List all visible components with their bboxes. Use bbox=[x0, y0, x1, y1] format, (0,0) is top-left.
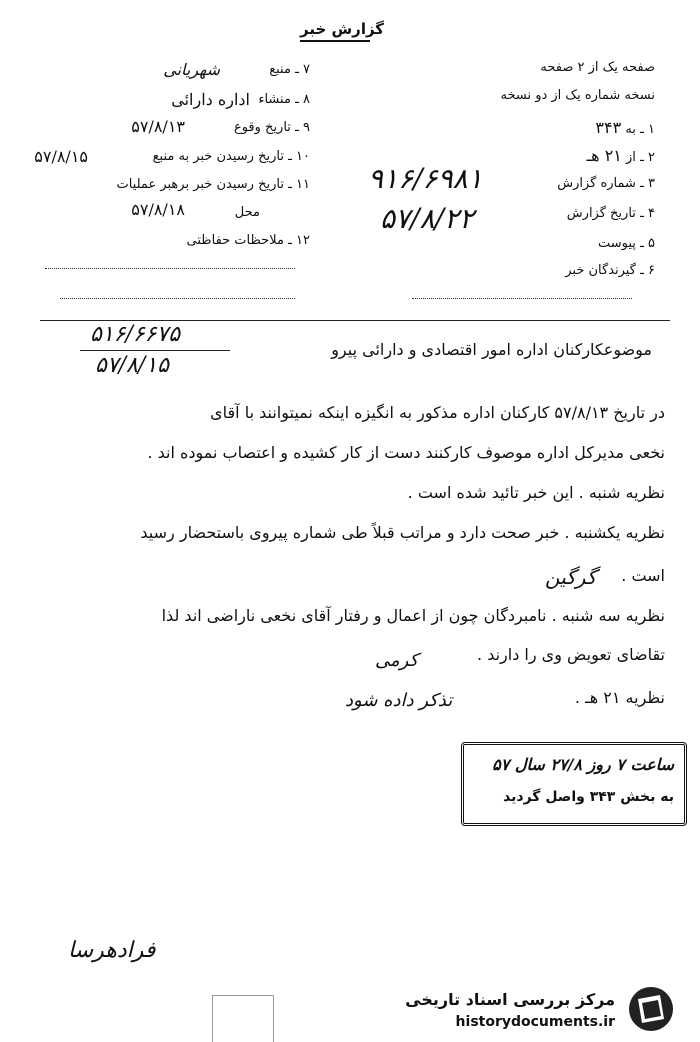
reference-date: ۵۷/۸/۱۵ bbox=[95, 353, 169, 378]
body-line: نخعی مدیرکل اداره موصوف کارکنند دست از کار کشیده و اعتصاب نموده اند . bbox=[147, 443, 665, 462]
subject-line: موضوعکارکنان اداره امور اقتصادی و دارائی پیرو bbox=[331, 340, 652, 359]
stamp-line-1: ساعت ۷ روز ۲۷/۸ سال ۵۷ bbox=[492, 755, 674, 774]
receipt-stamp bbox=[461, 742, 687, 826]
archive-logo-icon bbox=[620, 985, 682, 1033]
stamp-line-2: به بخش ۳۴۳ واصل گردید bbox=[503, 789, 674, 805]
field-place: محل bbox=[234, 205, 260, 220]
field-to: ۱ ـ به ۳۴۳ bbox=[595, 118, 655, 137]
document-title: گزارش خبر bbox=[300, 20, 385, 38]
handwritten-note: گرگین bbox=[545, 565, 597, 589]
handwritten-note: کرمی bbox=[375, 650, 419, 671]
body-line: نظریه یکشنبه . خبر صحت دارد و مراتب قبلاً طی شماره پیروی باستحضار رسید bbox=[140, 523, 665, 542]
field-source: ۷ ـ منبع bbox=[269, 62, 310, 77]
reference-divider bbox=[80, 350, 230, 351]
watermark-org: مرکز بررسی اسناد تاریخی bbox=[405, 990, 615, 1009]
watermark-url: historydocuments.ir bbox=[455, 1014, 615, 1030]
field-arrival-to-leader: ۱۱ ـ تاریخ رسیدن خبر برهبر عملیات bbox=[116, 177, 310, 192]
body-line: نظریه شنبه . این خبر تائید شده است . bbox=[407, 483, 665, 502]
reference-number: ۵۱۶/۶۶۷۵ bbox=[90, 322, 181, 347]
field-recipients: ۶ ـ گیرندگان خبر bbox=[565, 263, 655, 278]
handwritten-note: تذکر داده شود bbox=[345, 690, 453, 711]
dotted-line bbox=[60, 298, 295, 299]
dotted-line bbox=[412, 298, 632, 299]
field-report-date: ۴ ـ تاریخ گزارش bbox=[566, 206, 655, 221]
bottom-box bbox=[212, 995, 274, 1042]
field-copy: نسخه شماره یک از دو نسخه bbox=[500, 88, 655, 103]
field-occurrence-date-value: ۵۷/۸/۱۳ bbox=[131, 117, 185, 136]
field-origin: ۸ ـ منشاء bbox=[258, 92, 310, 107]
body-line: تقاضای تعویض وی را دارند . bbox=[477, 645, 665, 664]
field-place-value: ۵۷/۸/۱۸ bbox=[131, 200, 185, 219]
body-line: در تاریخ ۵۷/۸/۱۳ کارکنان اداره مذکور به انگیزه اینکه نمیتوانند با آقای bbox=[210, 403, 665, 422]
field-report-number: ۳ ـ شماره گزارش bbox=[557, 176, 655, 191]
field-from: ۲ ـ از ۲۱ هـ bbox=[586, 146, 655, 165]
dotted-line bbox=[45, 268, 295, 269]
field-source-value: شهریانی bbox=[163, 60, 220, 79]
field-origin-value: اداره دارائی bbox=[171, 90, 250, 109]
field-arrival-to-source: ۱۰ ـ تاریخ رسیدن خبر به منبع bbox=[152, 149, 310, 164]
field-security-notes: ۱۲ ـ ملاحظات حفاظتی bbox=[186, 233, 310, 248]
body-line: نظریه ۲۱ هـ . bbox=[574, 688, 665, 707]
field-occurrence-date: ۹ ـ تاریخ وقوع bbox=[233, 120, 310, 135]
title-underline bbox=[300, 40, 370, 42]
field-page: صفحه یک از ۲ صفحه bbox=[540, 60, 655, 75]
report-date-handwritten: ۵۷/۸/۲۲ bbox=[380, 202, 475, 235]
report-number-handwritten: ۹۱۶/۶۹۸۱ bbox=[368, 162, 483, 195]
field-attachment: ۵ ـ پیوست bbox=[598, 236, 655, 251]
section-divider bbox=[40, 320, 670, 321]
footer-signature: فرادهرسا bbox=[68, 938, 156, 963]
field-arrival-to-source-value: ۵۷/۸/۱۵ bbox=[34, 147, 88, 166]
body-line: است . bbox=[621, 566, 665, 585]
body-line: نظریه سه شنبه . نامبردگان چون از اعمال و رفتار آقای نخعی ناراضی اند لذا bbox=[161, 606, 665, 625]
